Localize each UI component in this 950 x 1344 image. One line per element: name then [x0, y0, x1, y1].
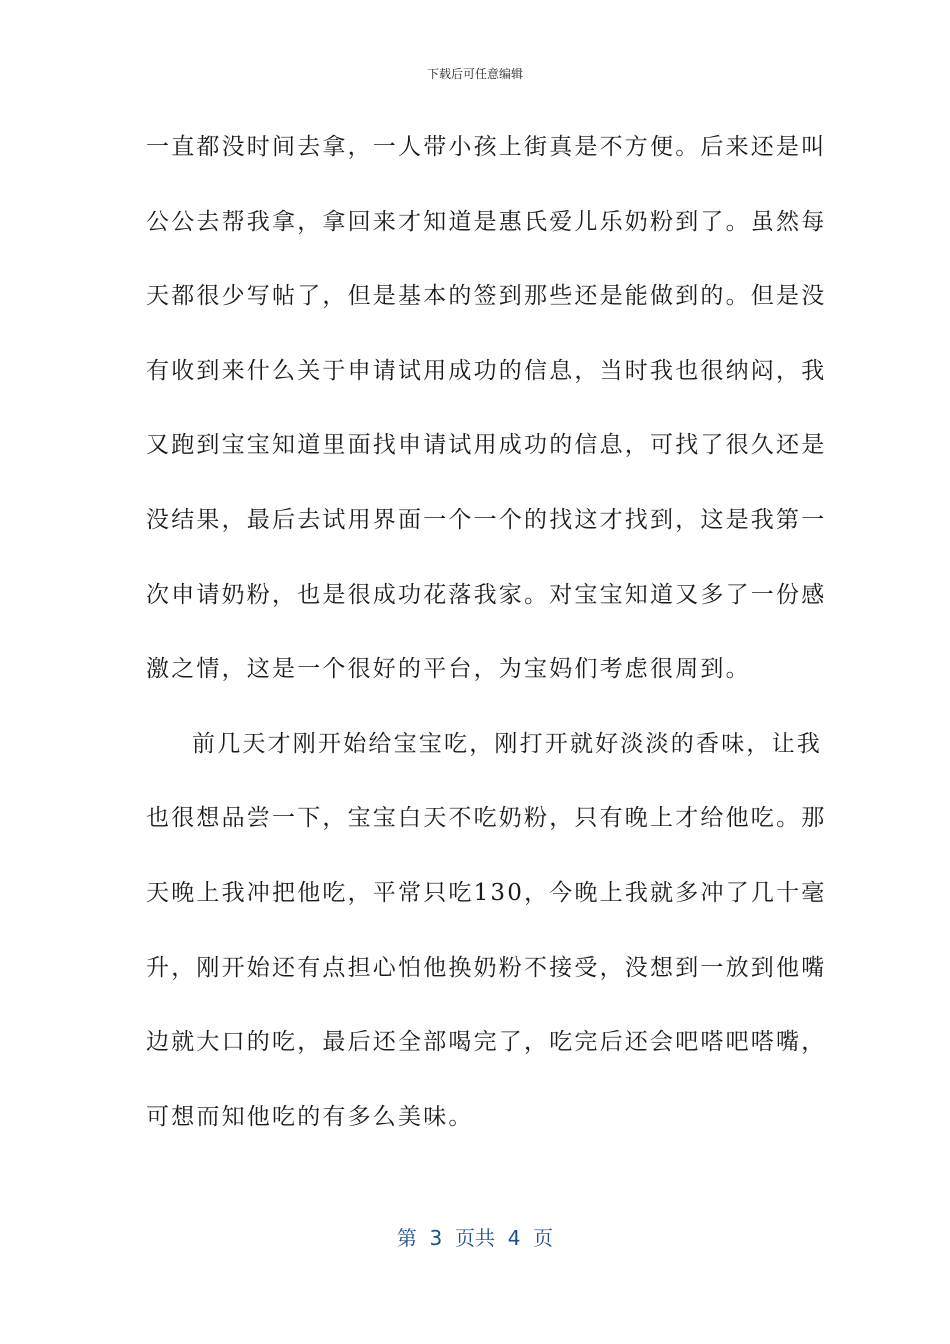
- paragraph-line: 激之情，这是一个很好的平台，为宝妈们考虑很周到。: [146, 656, 751, 683]
- paragraph-line: 可想而知他吃的有多么美味。: [146, 1103, 474, 1130]
- paragraph-line: 升，刚开始还有点担心怕他换奶粉不接受，没想到一放到他嘴: [146, 954, 827, 981]
- paragraph-line: 边就大口的吃，最后还全部喝完了，吃完后还会吧嗒吧嗒嘴，: [146, 1029, 827, 1056]
- paragraph-line: 前几天才刚开始给宝宝吃，刚打开就好淡淡的香味，让我: [192, 730, 822, 757]
- page-number-footer: 第 3 页共 4 页: [396, 1226, 554, 1250]
- paragraph-line: 又跑到宝宝知道里面找申请试用成功的信息，可找了很久还是: [146, 432, 827, 459]
- paragraph-line: 天都很少写帖了，但是基本的签到那些还是能做到的。但是没: [146, 283, 827, 310]
- page-header: 下载后可任意编辑: [426, 67, 523, 81]
- paragraph-line: 一直都没时间去拿，一人带小孩上街真是不方便。后来还是叫: [146, 134, 827, 160]
- paragraph-line: 公公去帮我拿，拿回来才知道是惠氏爱儿乐奶粉到了。虽然每: [146, 208, 827, 235]
- paragraph-line: 天晚上我冲把他吃，平常只吃130，今晚上我就多冲了几十毫: [146, 879, 827, 906]
- paragraph-line: 没结果，最后去试用界面一个一个的找这才找到，这是我第一: [146, 506, 827, 533]
- paragraph-line: 有收到来什么关于申请试用成功的信息，当时我也很纳闷，我: [146, 357, 827, 384]
- document-body: [146, 120, 827, 1164]
- paragraph-line: 次申请奶粉，也是很成功花落我家。对宝宝知道又多了一份感: [146, 581, 827, 608]
- paragraph-line: 也很想品尝一下，宝宝白天不吃奶粉，只有晚上才给他吃。那: [146, 805, 827, 832]
